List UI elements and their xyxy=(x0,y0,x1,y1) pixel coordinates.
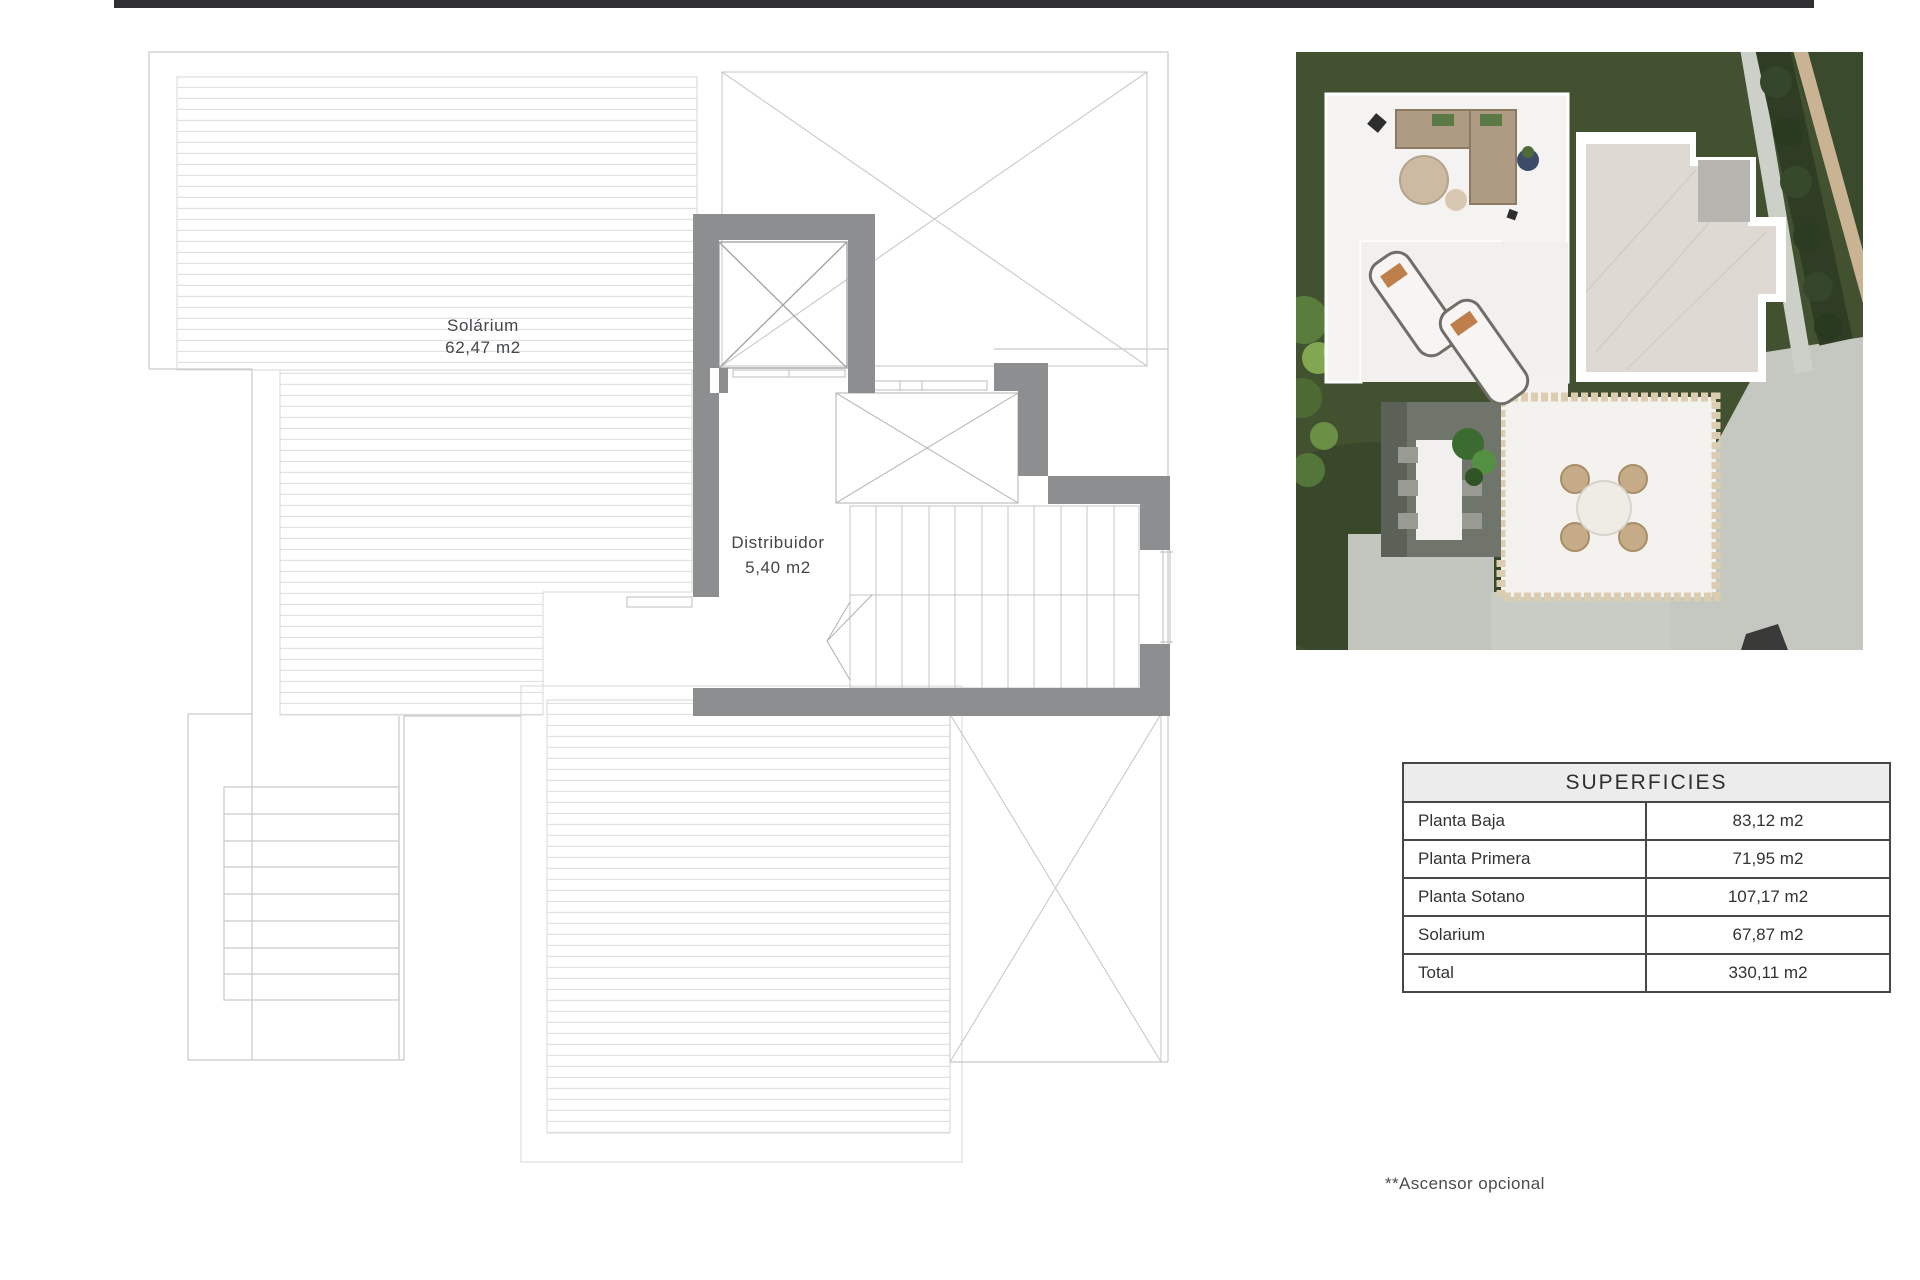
exterior-stairs xyxy=(224,787,399,1000)
superficies-row-value: 330,11 m2 xyxy=(1728,963,1808,982)
superficies-row-label: Total xyxy=(1404,955,1647,991)
elevator-shaft xyxy=(719,242,847,368)
superficies-table xyxy=(1402,762,1891,993)
superficies-row-label: Planta Sotano xyxy=(1404,879,1647,915)
wall-door-notch xyxy=(710,368,719,393)
superficies-table-row xyxy=(1404,917,1889,955)
solarium-label: Solárium xyxy=(447,316,519,335)
aerial-roof-photo xyxy=(1296,52,1863,650)
walls xyxy=(693,214,1170,716)
superficies-row-label: Planta Primera xyxy=(1404,841,1647,877)
superficies-table-row xyxy=(1404,803,1889,841)
wall-door-stub xyxy=(719,368,728,393)
superficies-row-value: 107,17 m2 xyxy=(1727,887,1809,906)
superficies-table-row xyxy=(1404,955,1889,991)
solarium-area-label: 62,47 m2 xyxy=(445,338,521,357)
superficies-row-value: 83,12 m2 xyxy=(1732,811,1804,830)
elevator-footnote: **Ascensor opcional xyxy=(1385,1174,1545,1193)
superficies-row-label: Planta Baja xyxy=(1404,803,1647,839)
superficies-row-value: 67,87 m2 xyxy=(1732,925,1804,944)
superficies-table-title: SUPERFICIES xyxy=(1404,764,1889,803)
stairwell xyxy=(827,506,1139,688)
superficies-row-label: Solarium xyxy=(1404,917,1647,953)
skylight-x-box xyxy=(836,393,1018,503)
superficies-table-row xyxy=(1404,841,1889,879)
distribuidor-area-label: 5,40 m2 xyxy=(745,558,811,577)
superficies-row-value: 71,95 m2 xyxy=(1732,849,1804,868)
window-lines xyxy=(1160,550,1173,644)
superficies-table-row xyxy=(1404,879,1889,917)
distribuidor-label: Distribuidor xyxy=(731,533,825,552)
